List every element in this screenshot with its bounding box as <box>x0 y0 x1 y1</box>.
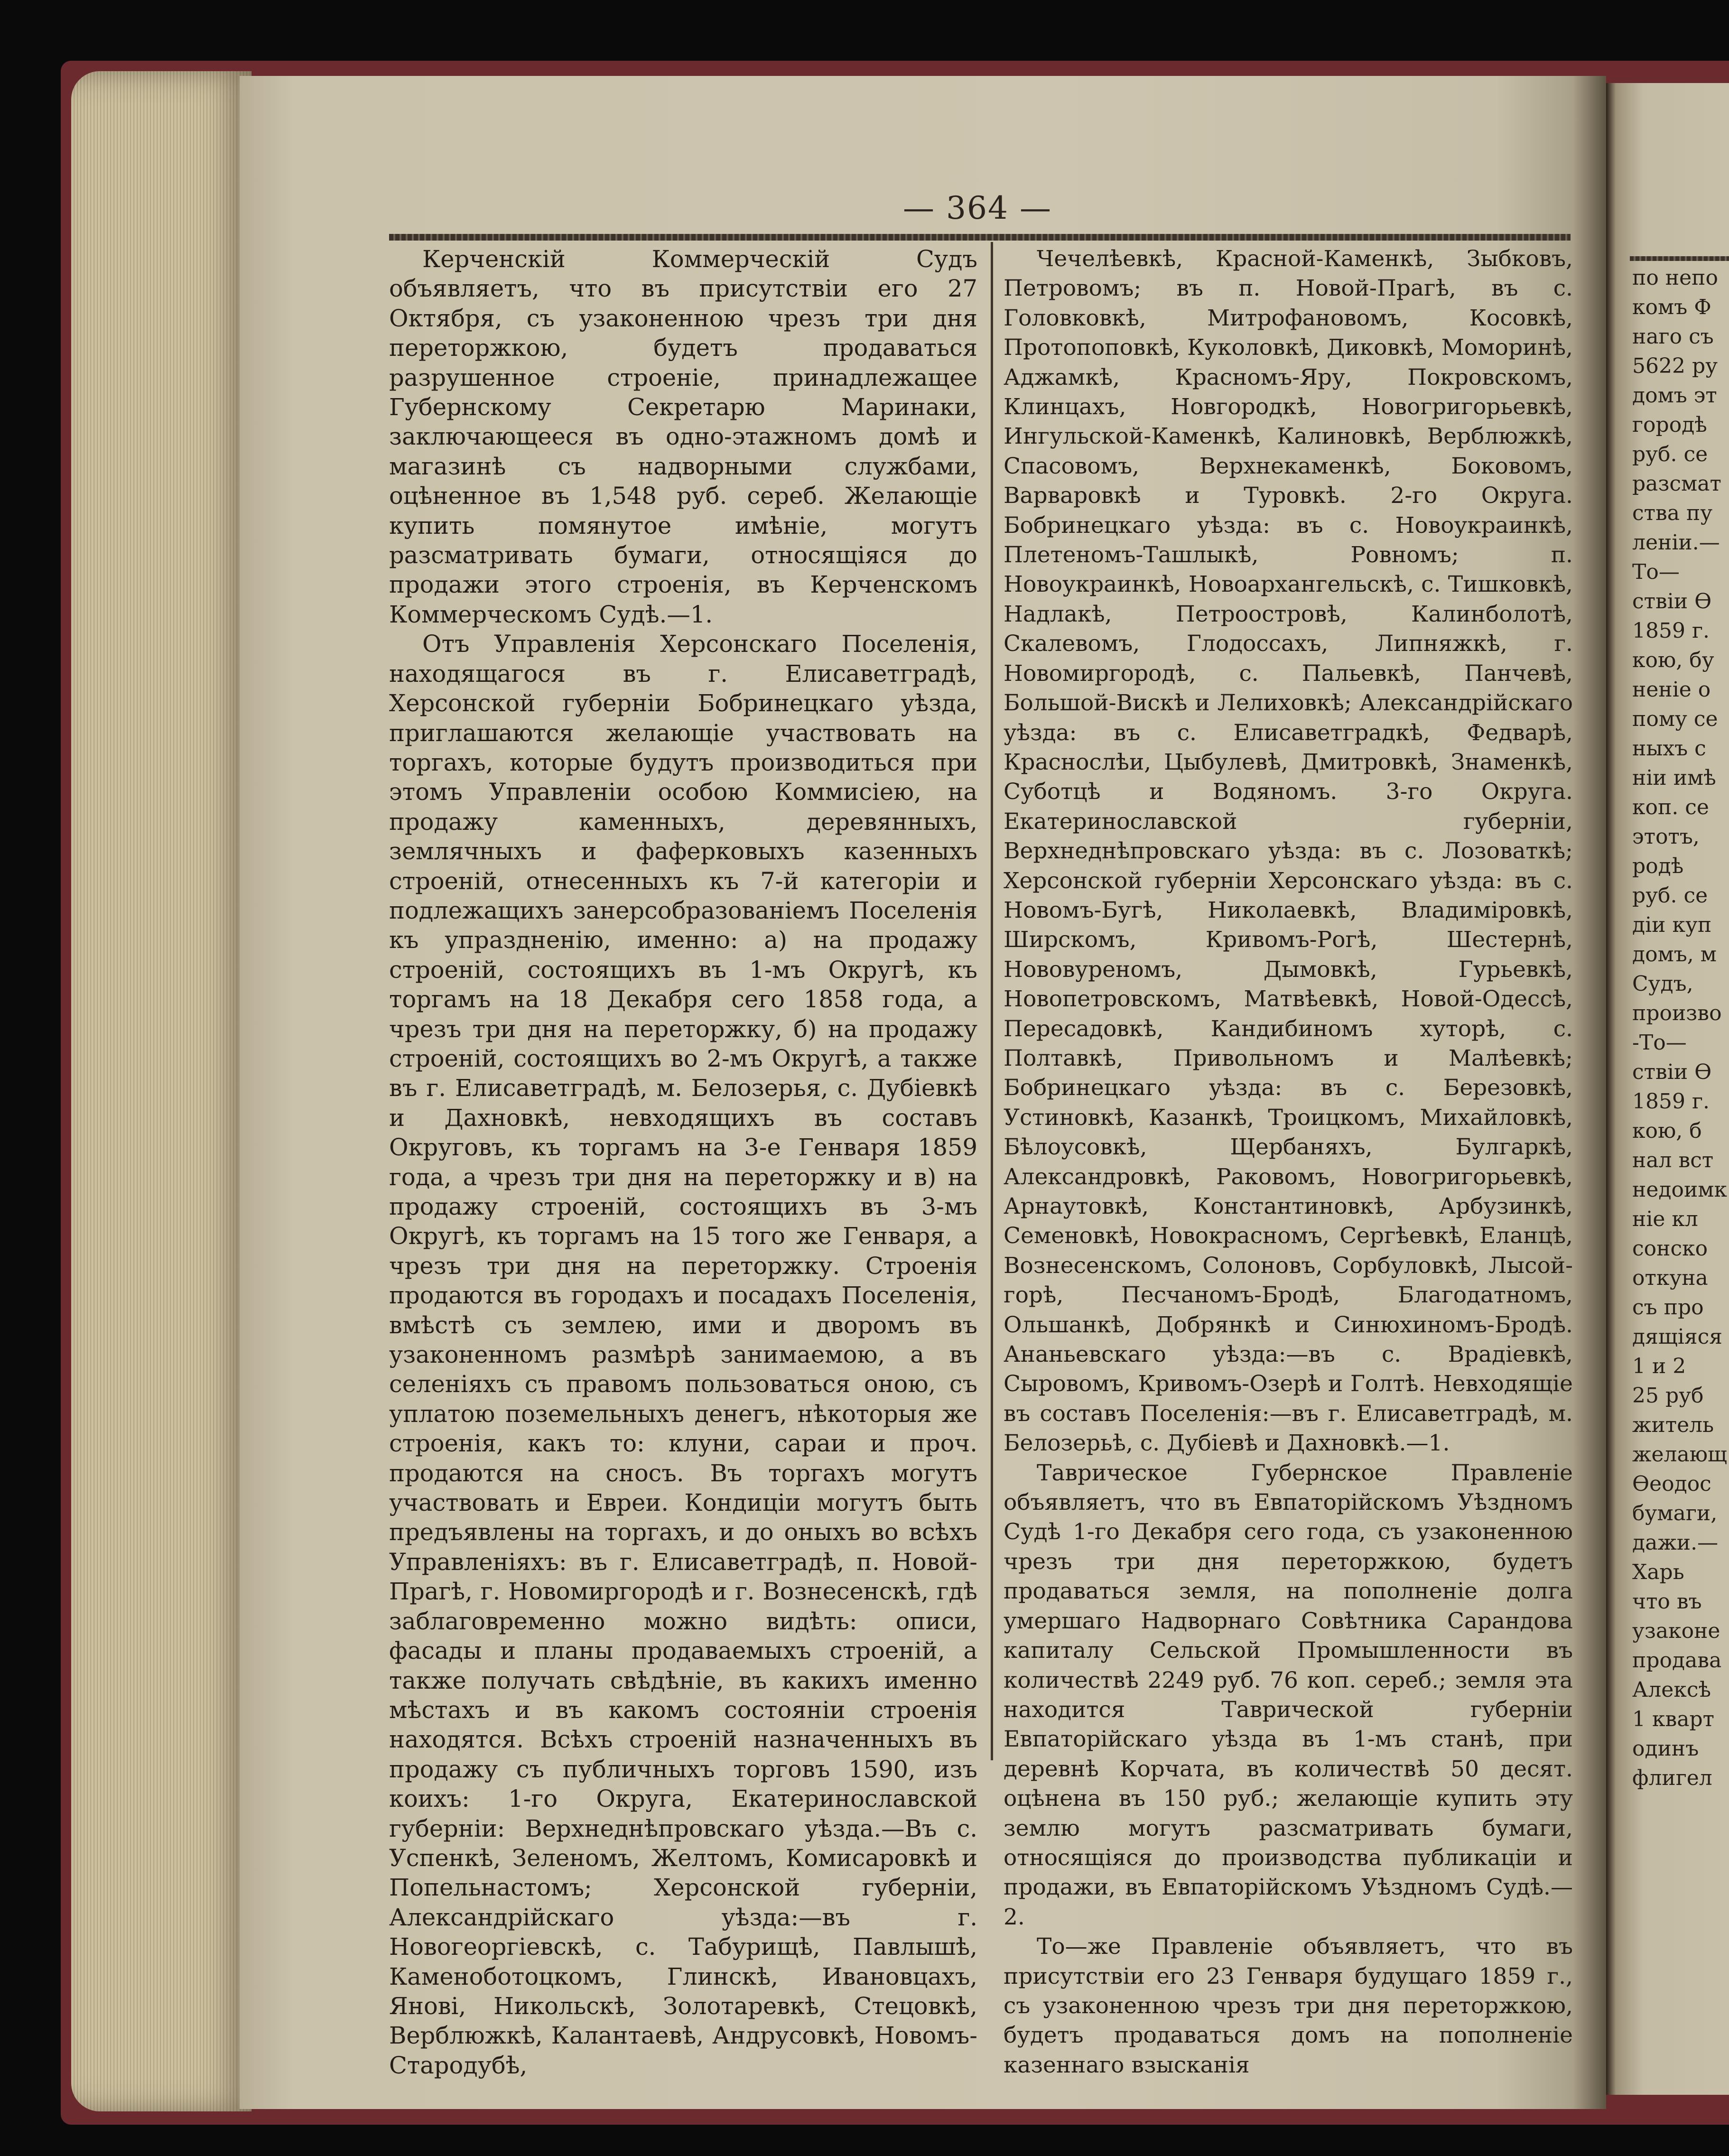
next-page-line: ства пу <box>1632 501 1713 525</box>
next-page-line: діи куп <box>1632 913 1712 937</box>
header-rule <box>389 234 1571 241</box>
notice-kherson-settlement: Отъ Управленія Херсонскаго Поселенія, находящагося въ г. Елисаветградѣ, Херсонской губерніи Бобринецкаго уѣзда, приглашаются желающіе участвовать на торгахъ, которые будутъ производиться при этомъ Управленіи особою Коммисіею, на продажу каменныхъ, деревянныхъ, землячныхъ и фаферковыхъ казенныхъ строеній, отнесенныхъ къ 7-й категоріи и подлежащихъ занерсобразованіемъ Поселенія къ упраздненію, именно: а) на продажу строеній, состоящихъ въ 1-мъ Округѣ, къ торгамъ на 18 Декабря сего 1858 года, а чрезъ три дня на переторжку, б) на продажу строеній, состоящихъ во 2-мъ Округѣ, а также въ г. Елисаветградѣ, м. Белозерья, с. Дубіевкѣ и Дахновкѣ, невходящихъ въ составъ Округовъ, къ торгамъ на 3-е Генваря 1859 года, а чрезъ три дня на переторжку и в) на продажу строеній, состоящихъ въ 3-мъ Округѣ, къ торгамъ на 15 того же Генваря, а чрезъ три дня на переторжку. Строенія продаются въ городахъ и посадахъ Поселенія, вмѣстѣ съ землею, ими и дворомъ въ узаконенномъ размѣрѣ занимаемою, а въ селеніяхъ съ правомъ пользоваться оною, съ уплатою поземельныхъ денегъ, нѣкоторыя же строенія, какъ то: клуни, сараи и проч. продаются на сносъ. Въ торгахъ могутъ участвовать и Евреи. Кондиціи могутъ быть предъявлены на торгахъ, и до оныхъ во всѣхъ Управленіяхъ: въ г. Елисаветградѣ, п. Новой-Прагѣ, г. Новомиргородѣ и г. Вознесенскѣ, гдѣ заблаговременно можно видѣть: описи, фасады и планы продаваемыхъ строеній, а также получать свѣдѣніе, въ какихъ именно мѣстахъ и въ какомъ состояніи строенія находятся. Всѣхъ строеній назначенныхъ въ продажу съ публичныхъ торговъ 1590, изъ коихъ: 1-го Округа, Екатеринославской губерніи: Верхнеднѣпровскаго уѣзда.—Въ с. Успенкѣ, Зеленомъ, Желтомъ, Комисаровкѣ и Попельнастомъ; Херсонской губерніи, Александрійскаго уѣзда:—въ г. Новогеоргіевскѣ, с. Табурищѣ, Павлышѣ, Каменоботоцкомъ, Глинскѣ, Ивановцахъ, Янові, Никольскѣ, Золотаревкѣ, Стецовкѣ, Верблюжкѣ, Калантаевѣ, Андрусовкѣ, Новомъ-Стародубѣ, <box>389 630 977 2079</box>
next-page-line: ствіи Ө <box>1632 1060 1712 1084</box>
next-page-line: дажи.— <box>1632 1531 1719 1555</box>
next-page-line: что въ <box>1632 1589 1702 1614</box>
next-page-line: 1 и 2 <box>1632 1354 1686 1378</box>
next-page-line: руб. се <box>1632 442 1708 466</box>
next-page-line: 1859 г. <box>1632 619 1710 643</box>
next-page-line: Судъ, <box>1632 972 1693 996</box>
next-page-line: ніи имѣ <box>1632 766 1716 790</box>
next-page-line: родѣ <box>1632 854 1684 878</box>
next-page-line: коп. се <box>1632 795 1709 819</box>
left-column <box>389 244 977 2080</box>
next-page-line: городѣ <box>1632 413 1707 437</box>
next-page-line: 25 руб <box>1632 1384 1704 1408</box>
next-page-line: То— <box>1632 560 1680 584</box>
next-page-line: пому се <box>1632 707 1718 731</box>
next-page-line: леніи.— <box>1632 530 1720 555</box>
notice-settlement-continued: Чечелѣевкѣ, Красной-Каменкѣ, Зыбковъ, Петровомъ; въ п. Новой-Прагѣ, въ с. Головковкѣ, Митрофановомъ, Косовкѣ, Протопоповкѣ, Куколовкѣ, Диковкѣ, Моморинѣ, Аджамкѣ, Красномъ-Яру, Покровскомъ, Клинцахъ, Новгородкѣ, Новогригорьевкѣ, Ингульской-Каменкѣ, Калиновкѣ, Верблюжкѣ, Спасовомъ, Верхнекаменкѣ, Боковомъ, Варваровкѣ и Туровкѣ. 2-го Округа. Бобринецкаго уѣзда: въ с. Новоукраинкѣ, Плетеномъ-Ташлыкѣ, Ровномъ; п. Новоукраинкѣ, Новоархангельскѣ, с. Тишковкѣ, Надлакѣ, Петроостровѣ, Калинболотѣ, Скалевомъ, Глодоссахъ, Липняжкѣ, г. Новомиргородѣ, с. Пальевкѣ, Панчевѣ, Большой-Вискѣ и Лелиховкѣ; Александрійскаго уѣзда: въ с. Елисаветградкѣ, Федварѣ, Краснослѣи, Цыбулевѣ, Дмитровкѣ, Знаменкѣ, Суботцѣ и Водяномъ. 3-го Округа. Екатеринославской губерніи, Верхнеднѣпровскаго уѣзда: въ с. Лозоваткѣ; Херсонской губерніи Херсонскаго уѣзда: въ с. Новомъ-Бугѣ, Николаевкѣ, Владиміровкѣ, Ширскомъ, Кривомъ-Рогѣ, Шестернѣ, Нововуреномъ, Дымовкѣ, Гурьевкѣ, Новопетровскомъ, Матвѣевкѣ, Новой-Одессѣ, Пересадовкѣ, Кандибиномъ хуторѣ, с. Полтавкѣ, Привольномъ и Малѣевкѣ; Бобринецкаго уѣзда: въ с. Березовкѣ, Устиновкѣ, Казанкѣ, Троицкомъ, Михайловкѣ, Бѣлоусовкѣ, Щербаняхъ, Булгаркѣ, Александровкѣ, Раковомъ, Новогригорьевкѣ, Арнаутовкѣ, Константиновкѣ, Арбузинкѣ, Семеновкѣ, Новокрасномъ, Сергѣевкѣ, Еланцѣ, Вознесенскомъ, Солоновъ, Сорбуловкѣ, Лысой-горѣ, Песчаномъ-Бродѣ, Благодатномъ, Ольшанкѣ, Добрянкѣ и Синюхиномъ-Бродѣ. Ананьевскаго уѣзда:—въ с. Врадіевкѣ, Сыровомъ, Кривомъ-Озерѣ и Голтѣ. Невходящіе въ составъ Поселенія:—въ г. Елисаветградѣ, м. Белозерьѣ, с. Дубіевѣ и Дахновкѣ.—1. <box>1004 246 1573 1457</box>
next-page-line: кою, бу <box>1632 648 1714 672</box>
next-page-line: одинъ <box>1632 1737 1699 1761</box>
next-page-line: ніе кл <box>1632 1207 1698 1231</box>
next-page-rule <box>1630 256 1729 261</box>
next-page-line: ныхъ с <box>1632 736 1706 761</box>
next-page-line: недоимк <box>1632 1178 1727 1202</box>
next-page-line: произво <box>1632 1001 1722 1025</box>
next-page-line: дящіяся <box>1632 1325 1722 1349</box>
next-page-line: -То— <box>1632 1031 1687 1055</box>
notice-taurida-board-house: То—же Правленіе объявляетъ, что въ присутствіи его 23 Генваря будущаго 1859 г., съ узаконенною чрезъ три дня переторжкою, будетъ продаваться домъ на пополненіе казеннаго взысканія <box>1004 1933 1573 2078</box>
next-page-line: разсмат <box>1632 472 1721 496</box>
next-page-line: Харь <box>1632 1560 1684 1584</box>
next-page-line: продава <box>1632 1648 1722 1673</box>
next-page-line: флигел <box>1632 1766 1712 1790</box>
column-divider <box>991 242 993 1760</box>
notice-taurida-board: Таврическое Губернское Правленіе объявляетъ, что въ Евпаторійскомъ Уѣздномъ Судѣ 1-го Декабря сего года, съ узаконенною чрезъ три дня переторжкою, будетъ продаваться земля, на пополненіе долга умершаго Надворнаго Совѣтника Сарандова капиталу Сельской Промышленности въ количествѣ 2249 руб. 76 коп. сереб.; земля эта находится Таврической губерніи Евпаторійскаго уѣзда въ 1-мъ станѣ, при деревнѣ Корчата, въ количествѣ 50 десят. оцѣнена въ 150 руб.; желающіе купить эту землю могутъ разсматривать бумаги, относящіяся до производства публикаціи и продажи, въ Евпаторійскомъ Уѣздномъ Судѣ.—2. <box>1004 1459 1573 1930</box>
next-page-line: наго съ <box>1632 325 1714 349</box>
notice-kerch-court: Керченскій Коммерческій Судъ объявляетъ, что въ присутствіи его 27 Октября, съ узаконенною чрезъ три дня переторжкою, будетъ продаваться разрушенное строеніе, принадлежащее Губернскому Секретарю Маринаки, заключающееся въ одно-этажномъ домѣ и магазинѣ съ надворными службами, оцѣненное въ 1,548 руб. сереб. Желающіе купить помянутое имѣніе, могутъ разсматривать бумаги, относящіяся до продажи этого строенія, въ Керченскомъ Коммерческомъ Судѣ.—1. <box>389 245 977 628</box>
next-page-line: нал вст <box>1632 1148 1714 1172</box>
next-page-line: этотъ, <box>1632 825 1700 849</box>
next-page-line: неніе о <box>1632 678 1711 702</box>
next-page-line: Өеодос <box>1632 1472 1711 1496</box>
next-page-line: бумаги, <box>1632 1501 1718 1525</box>
next-page-line: желающ <box>1632 1442 1727 1467</box>
page-number: — 364 — <box>903 190 1052 226</box>
next-page-line: 5622 ру <box>1632 354 1718 378</box>
next-page-line: домъ эт <box>1632 383 1717 408</box>
next-page-line: 1 кварт <box>1632 1707 1714 1731</box>
next-page-line: по непо <box>1632 266 1718 290</box>
next-page-column <box>1632 263 1729 1793</box>
next-page-line: кою, б <box>1632 1119 1702 1143</box>
next-page-line: 1859 г. <box>1632 1089 1710 1114</box>
next-page-line: Алексѣ <box>1632 1678 1711 1702</box>
page-edges <box>71 71 251 2111</box>
next-page-line: житель <box>1632 1413 1714 1437</box>
next-page-line: съ про <box>1632 1295 1704 1320</box>
next-page-line: узаконе <box>1632 1619 1720 1643</box>
next-page-line: сонско <box>1632 1236 1708 1261</box>
next-page-line: откуна <box>1632 1266 1708 1290</box>
next-page-line: ствіи Ө <box>1632 589 1712 613</box>
next-page-line: комъ Ф <box>1632 295 1711 319</box>
right-column <box>1004 244 1573 2080</box>
next-page-line: руб. се <box>1632 883 1708 908</box>
next-page-line: домъ, м <box>1632 942 1717 966</box>
